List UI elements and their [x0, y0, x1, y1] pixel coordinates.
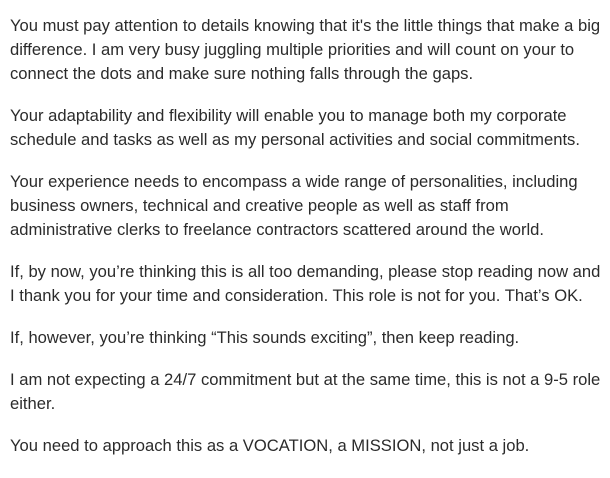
paragraph-vocation: You need to approach this as a VOCATION, a MISSION, not just a job.: [10, 436, 530, 455]
paragraph-attention-to-details: You must pay attention to details knowing that it's the little things that make a big difference. I am very busy juggling multiple priorities and will count on your to connect the dots and make sure nothing falls through the gaps.: [10, 16, 601, 83]
paragraph-experience: Your experience needs to encompass a wide range of personalities, including business owners, technical and creative people as well as staff from administrative clerks to freelance contractors scattered around the world.: [10, 172, 578, 239]
paragraph-too-demanding: If, by now, you’re thinking this is all too demanding, please stop reading now and I thank you for your time and consideration. This role is not for you. That’s OK.: [10, 262, 601, 305]
paragraph-commitment: I am not expecting a 24/7 commitment but at the same time, this is not a 9-5 role either.: [10, 370, 601, 413]
paragraph-adaptability: Your adaptability and flexibility will enable you to manage both my corporate schedule and tasks as well as my personal activities and social commitments.: [10, 106, 580, 149]
paragraph-sounds-exciting: If, however, you’re thinking “This sounds exciting”, then keep reading.: [10, 328, 520, 347]
document-body: [10, 14, 602, 458]
